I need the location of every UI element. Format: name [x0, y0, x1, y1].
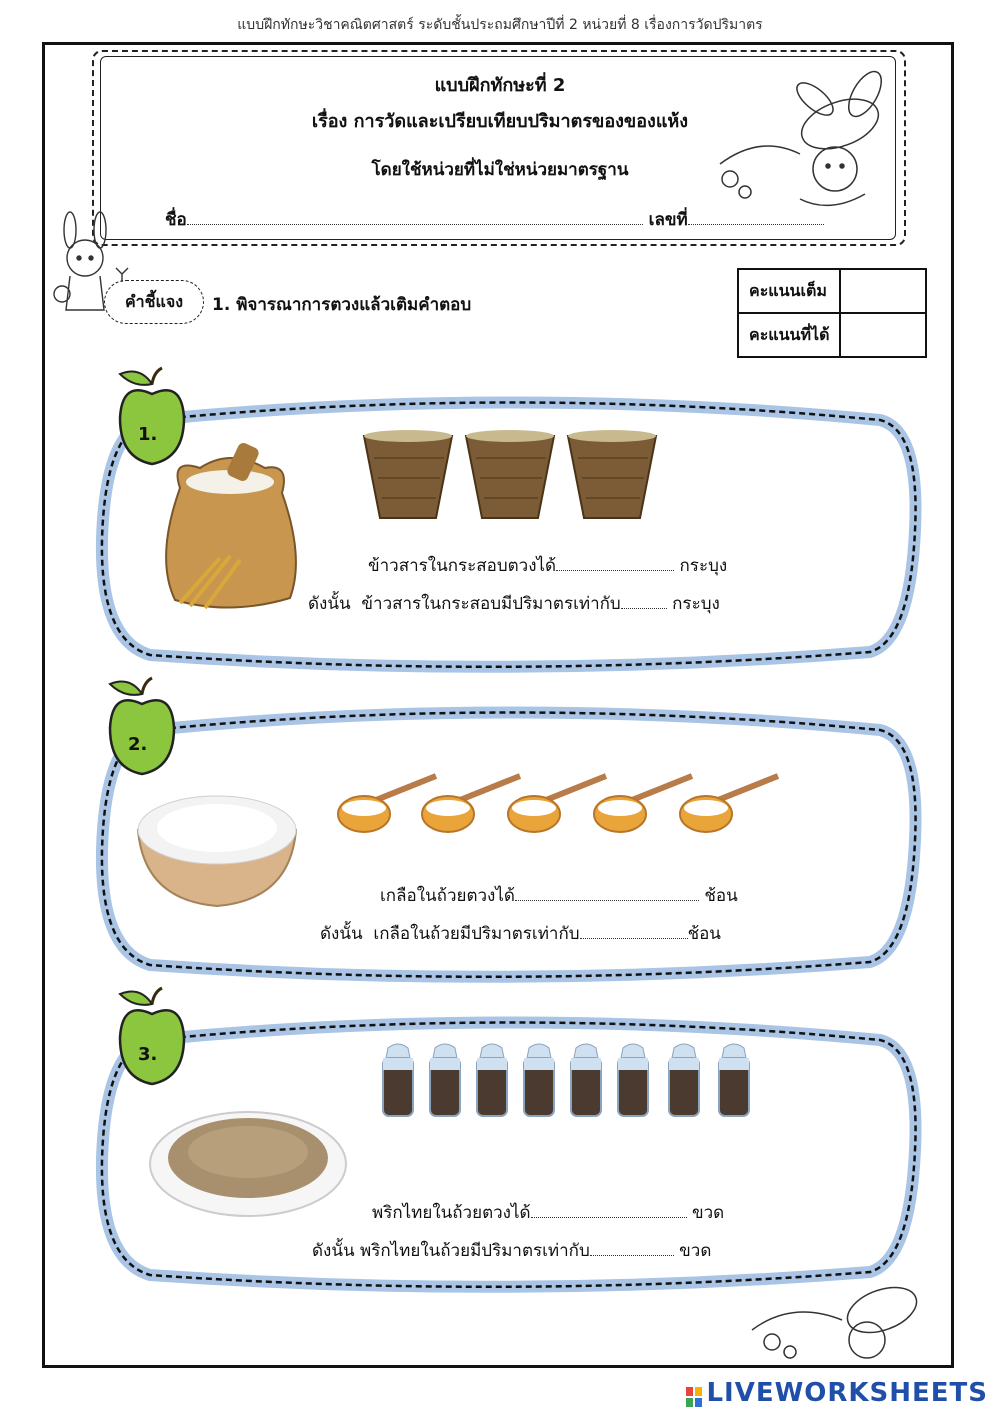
question-2-number: 2. — [128, 734, 148, 755]
pepper-bottle-icon — [427, 1042, 463, 1118]
question-1-line-1: ข้าวสารในกระสอบตวงได้ กระบุง — [368, 556, 728, 576]
fairy-illustration-bottom — [742, 1270, 942, 1366]
question-3-answer-1[interactable] — [531, 1217, 687, 1218]
pepper-bottle-icon — [666, 1042, 702, 1118]
pepper-bottle-icon — [716, 1042, 752, 1118]
question-3-line-2: ดังนั้น พริกไทยในถ้วยมีปริมาตรเท่ากับ ขวด — [312, 1241, 712, 1261]
number-label: เลขที่ — [648, 210, 688, 230]
question-1-number: 1. — [138, 424, 158, 445]
number-field[interactable] — [688, 224, 824, 225]
header-line: แบบฝึกทักษะวิชาคณิตศาสตร์ ระดับชั้นประถมศึกษาปีที่ 2 หน่วยที่ 8 เรื่องการวัดปริมาตร — [237, 17, 763, 33]
basket-icon — [564, 428, 660, 522]
logo-text: LIVEWORKSHEETS — [706, 1378, 988, 1408]
apple-icon — [102, 676, 182, 780]
question-3-number: 3. — [138, 1044, 158, 1065]
instructions-text: 1. พิจารณาการตวงแล้วเติมคำตอบ — [212, 295, 472, 315]
question-1-line-2: ดังนั้น ข้าวสารในกระสอบมีปริมาตรเท่ากับ กระบุง — [308, 594, 720, 614]
salt-bowl-icon — [134, 790, 300, 910]
basket-icon — [360, 428, 456, 522]
rice-sack-icon — [150, 438, 310, 618]
apple-icon — [112, 986, 192, 1090]
basket-icon — [462, 428, 558, 522]
pepper-bowl-icon — [148, 1102, 348, 1220]
full-score-label: คะแนนเต็ม — [738, 269, 840, 313]
topic-title: เรื่อง การวัดและเปรียบเทียบปริมาตรของของแห้ง — [311, 111, 689, 132]
question-2-line-2: ดังนั้น เกลือในถ้วยมีปริมาตรเท่ากับ ช้อน — [320, 924, 721, 944]
spoon-icon — [678, 770, 782, 840]
exercise-title: แบบฝึกทักษะที่ 2 — [434, 75, 566, 96]
earned-score-label: คะแนนที่ได้ — [738, 313, 840, 357]
logo-mark-icon — [686, 1384, 702, 1404]
pepper-bottle-icon — [474, 1042, 510, 1118]
pepper-bottle-icon — [380, 1042, 416, 1118]
pepper-bottle-icon — [568, 1042, 604, 1118]
fairy-illustration-top — [700, 54, 900, 214]
name-label: ชื่อ — [165, 210, 187, 230]
question-1-answer-2[interactable] — [621, 608, 667, 609]
question-2-answer-2[interactable] — [580, 938, 688, 939]
pepper-bottle-icon — [615, 1042, 651, 1118]
question-2-answer-1[interactable] — [515, 900, 699, 901]
instructions-label: คำชี้แจง — [104, 280, 204, 324]
name-field[interactable] — [187, 224, 643, 225]
earned-score-value[interactable] — [840, 313, 926, 357]
pepper-bottle-icon — [521, 1042, 557, 1118]
question-3-answer-2[interactable] — [590, 1255, 674, 1256]
question-1-answer-1[interactable] — [556, 570, 674, 571]
subtopic-title: โดยใช้หน่วยที่ไม่ใช่หน่วยมาตรฐาน — [371, 160, 629, 180]
liveworksheets-logo[interactable] — [686, 1378, 988, 1408]
score-table — [737, 268, 927, 358]
question-2-line-1: เกลือในถ้วยตวงได้ ช้อน — [380, 886, 738, 906]
question-3-line-1: พริกไทยในถ้วยตวงได้ ขวด — [372, 1203, 725, 1223]
full-score-value[interactable] — [840, 269, 926, 313]
